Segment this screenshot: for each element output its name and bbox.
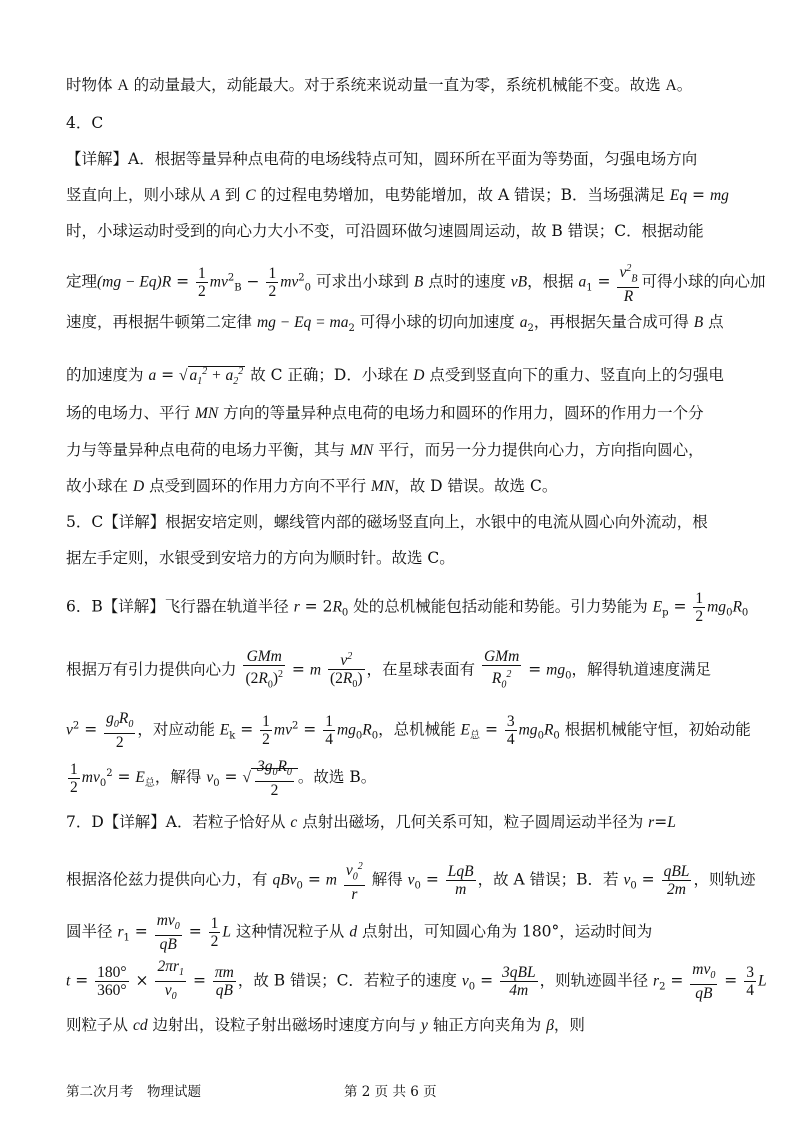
footer-page-number: 第 2 页 共 6 页 — [344, 1084, 437, 1100]
answer-number: 4．C — [66, 114, 104, 132]
formula-line: $\frac{1}{2}$ $mv_0^2 = E_总$，解得 $v_0$ = √ $\frac{3g_0R_0}{2}$ 。故选 B。 — [70, 758, 377, 800]
text-line: 时，小球运动时受到的向心力大小不变，可沿圆环做匀速圆周运动，故 B 错误；C．根据动能 — [66, 222, 704, 240]
text-line: 力与等量异种点电荷的电场力平衡，其与 MN 平行，而另一分力提供向心力，方向指向圆心， — [66, 441, 704, 459]
formula-line: $v^2$ = $\frac{g_0R_0}{2}$ ，对应动能 $E_k$ = $\frac{1}{2}$ $mv^2$ = $\frac{1}{4}$ $mg_0R_0$，总机械能 $E_总$ = $\frac{3}{4}$ $mg_0R_0$ 根据机械能守恒，初始动能 — [66, 710, 751, 752]
text-line: 5．C【详解】根据安培定则，螺线管内部的磁场竖直向上，水银中的电流从圆心向外流动，根 — [66, 513, 708, 531]
text-line: 【详解】A．根据等量异种点电荷的电场线特点可知，圆环所在平面为等势面，匀强电场方向 — [66, 150, 698, 168]
text-line: 速度，再根据牛顿第二定律 mg − $Eq = ma_2$ 可得小球的切向加速度 $a_2$，再根据矢量合成可得 B 点 — [66, 313, 724, 335]
text-line: 据左手定则，水银受到安培力的方向为顺时针。故选 C。 — [66, 549, 455, 567]
formula-line: 根据万有引力提供向心力 $\frac{\text{GMm}}{(2R_0)^2}$ = m $\frac{v^2}{(2R_0)}$ ，在星球表面有 $\frac{\text{GMm}}{R_0^2}$ = $mg_0$，解得轨道速度满足 — [66, 648, 711, 691]
formula-line: 6．B【详解】飞行器在轨道半径 $r = 2R_0$ 处的总机械能包括动能和势能。引力势能为 $E_p$ = $\frac{1}{2}$ $mg_0R_0$ — [66, 590, 749, 625]
text-line: 则粒子从 cd 边射出，设粒子射出磁场时速度方向与 y 轴正方向夹角为 β，则 — [66, 1016, 585, 1034]
formula-line: t = $\frac{180^\circ}{360^\circ}$ × $\frac{2\pi r_1}{v_0}$ = $\frac{\pi m}{qB}$ ，故 B 错误；C．若粒子的速度 $v_0$ = $\frac{\text{3qBL}}{4m}$ ，则轨迹圆半径 $r_2$ = $\frac{mv_0}{qB}$ = $\frac{3}{4}$ L — [66, 958, 767, 1003]
formula-line: 圆半径 $r_1$ = $\frac{mv_0}{qB}$ = $\frac{1}{2}$ L 这种情况粒子从 d 点射出，可知圆心角为 180°，运动时间为 — [66, 912, 653, 954]
formula-line: 定理(mg − Eq)R = $\frac{1}{2}$ $mv^2_B$ − $\frac{1}{2}$ $mv^2_0$ 可求出小球到 B 点时的速度 vB，根据 $a_1$ = $\frac{v^2_B}{R}$ 可得小球的向心加 — [66, 260, 760, 305]
text-line: 时物体 A 的动量最大，动能最大。对于系统来说动量一直为零，系统机械能不变。故选 A。 — [66, 76, 693, 94]
formula-line: 根据洛伦兹力提供向心力，有 qBv$_0$ = m $\frac{v_0^2}{r}$ 解得 $v_0$ = $\frac{\text{LqB}}{m}$ ，故 A 错误；B．若 $v_0$ = $\frac{\text{qBL}}{2m}$ ，则轨迹 — [66, 858, 760, 903]
text-line: 故小球在 D 点受到圆环的作用力方向不平行 MN，故 D 错误。故选 C。 — [66, 477, 558, 495]
footer-exam-title: 第二次月考 物理试题 — [66, 1084, 201, 1100]
text-line: 场的电场力、平行 MN 方向的等量异种点电荷的电场力和圆环的作用力，圆环的作用力一个分 — [66, 404, 704, 422]
formula-line: 的加速度为 a = √ $a_1^2 + a_2^2$ 故 C 正确；D．小球在 D 点受到竖直向下的重力、竖直向上的匀强电 — [66, 366, 724, 388]
text-line: 7．D【详解】A．若粒子恰好从 c 点射出磁场，几何关系可知，粒子圆周运动半径为 r=L — [66, 813, 676, 831]
text-line: 竖直向上，则小球从 A 到 C 的过程电势增加，电势能增加，故 A 错误；B．当场强满足 Eq = mg — [66, 186, 729, 204]
